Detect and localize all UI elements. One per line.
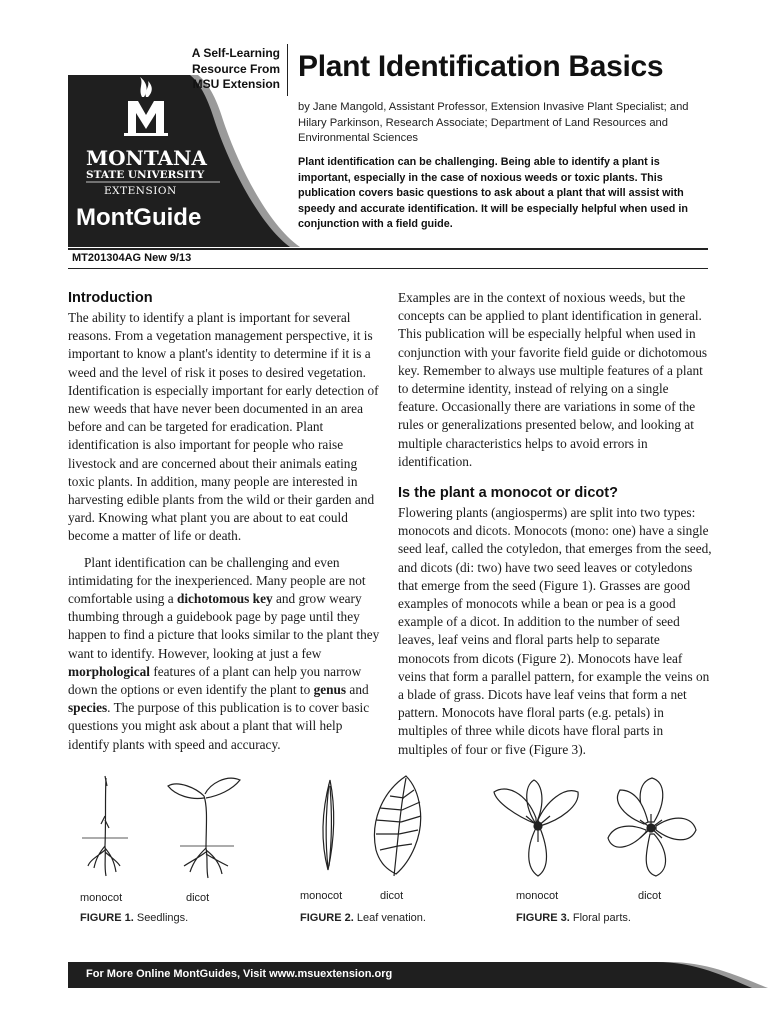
abstract: Plant identification can be challenging. Being able to identify a plant is important, especially in the case of noxious weeds or toxic plants. This publication covers basic questions to ask about a plant that will assist with speedy and accurate identification. It will be especially helpful when used in conjunction with a field guide.	[298, 156, 688, 230]
tagline	[180, 46, 280, 93]
tagline-line-1: A Self-Learning	[191, 46, 280, 60]
authors: by Jane Mangold, Assistant Professor, Extension Invasive Plant Specialist; and Hilary Parkinson, Research Associate; Department of Land Resources and Environmental Sciences	[298, 101, 689, 144]
figure-3-caption: FIGURE 3. Floral parts.	[516, 912, 631, 924]
header-logo-band	[68, 75, 300, 247]
figure-3-floral-parts	[486, 772, 706, 884]
intro-paragraph-2: Plant identification can be challenging and even intimidating for the inexperienced. Many people are not comfortable using a dichotomous key and grow weary thumbing through a guidebook page by page until they happen to find a picture that looks similar to the plant they want to identify. However, looking at just a few morphological features of a plant can help you narrow down the options or even identify the plant to genus and species. The purpose of this publication is to cover basic questions you might ask about a plant that will help identify plants with speed and accuracy.	[68, 554, 380, 752]
figure-1-seedlings	[68, 768, 258, 888]
figure-1-caption: FIGURE 1. Seedlings.	[80, 912, 189, 924]
figure-2-leaf-venation	[300, 770, 440, 882]
term-morphological: morphological	[68, 663, 150, 679]
page-title: Plant Identification Basics	[298, 50, 664, 83]
dicot-flower-drawing	[608, 778, 696, 876]
monocot-flower-drawing	[494, 780, 578, 876]
header-rule	[68, 248, 708, 250]
right-column	[398, 289, 712, 759]
fig1-dicot-label: dicot	[186, 892, 210, 904]
fig3-monocot-label: monocot	[516, 890, 559, 902]
publication-id: MT201304AG New 9/13	[72, 252, 192, 264]
dicot-seedling-drawing	[168, 778, 240, 878]
logo-extension: EXTENSION	[104, 185, 177, 197]
term-genus: genus	[313, 682, 347, 698]
heading-introduction: Introduction	[68, 290, 153, 306]
heading-monocot-dicot: Is the plant a monocot or dicot?	[398, 485, 618, 502]
monocot-leaf-drawing	[323, 780, 334, 870]
fig1-monocot-label: monocot	[80, 892, 123, 904]
tagline-line-2: Resource From	[191, 61, 280, 76]
right-paragraph-1: Examples are in the context of noxious weeds, but the concepts can be applied to plant identification in general. This publication will be especially helpful when used in conjunction with your favorite field guide or dichotomous key. Remember to always use multiple features of a plant to determine identity, instead of relying on a single feature. Occasionally there are variations in some of the rules or generalizations presented below, and looking at multiple characteristics helps to avoid errors in identification.	[398, 290, 708, 469]
logo-state-university: STATE UNIVERSITY	[86, 169, 205, 181]
logo-montana: MONTANA	[86, 146, 207, 170]
right-paragraph-2: Flowering plants (angiosperms) are split into two types: monocots and dicots. Monocots (mono: one) have a single seed leaf, called the cotyledon, that emerges from the seed, and dicots (di: two) have two seed leaves or cotyledons that emerge from the seed (Figure 1). Grasses are good examples of monocots while a bean or pea is a good example of a dicot. In addition to the number of seed leaves, leaf veins and floral parts help to separate monocots from dicots (Figure 2). Monocots have leaf veins that form a parallel pattern, for example the veins on a blade of grass. Dicots have leaf veins that form a net pattern. Monocots have floral parts (e.g. petals) in multiples of three while dicots have floral parts in multiples of four or five (Figure 3).	[398, 505, 712, 757]
fig2-dicot-label: dicot	[380, 890, 404, 902]
monocot-seedling-drawing	[82, 776, 128, 876]
intro-paragraph-1: The ability to identify a plant is important for several reasons. From a vegetation management perspective, it is important to know a plant's identity to determine if it is a weed and the level of risk it poses to desired vegetation. Identification is especially important for early detection of new weeds that have never been documented in an area before and can be targeted for eradication. Plant identification is also important for people who raise livestock and are concerned about their animals eating toxic plants. In addition, many people are interested in harvesting edible plants from the wild or their garden and yard. Knowing what plant you are about to eat could become a matter of life or death.	[68, 310, 379, 544]
figure-2-caption: FIGURE 2. Leaf venation.	[300, 912, 426, 924]
term-species: species	[68, 700, 108, 716]
header-divider	[287, 44, 288, 96]
left-column	[68, 290, 382, 754]
footer-link[interactable]: For More Online MontGuides, Visit www.msuextension.org	[86, 968, 393, 980]
pubid-rule	[68, 268, 708, 269]
dicot-leaf-drawing	[374, 776, 421, 876]
tagline-line-3: MSU Extension	[192, 77, 280, 91]
fig2-monocot-label: monocot	[300, 890, 343, 902]
term-dichotomous-key: dichotomous key	[176, 591, 273, 607]
logo-montguide: MontGuide	[76, 204, 202, 231]
fig3-dicot-label: dicot	[638, 890, 662, 902]
